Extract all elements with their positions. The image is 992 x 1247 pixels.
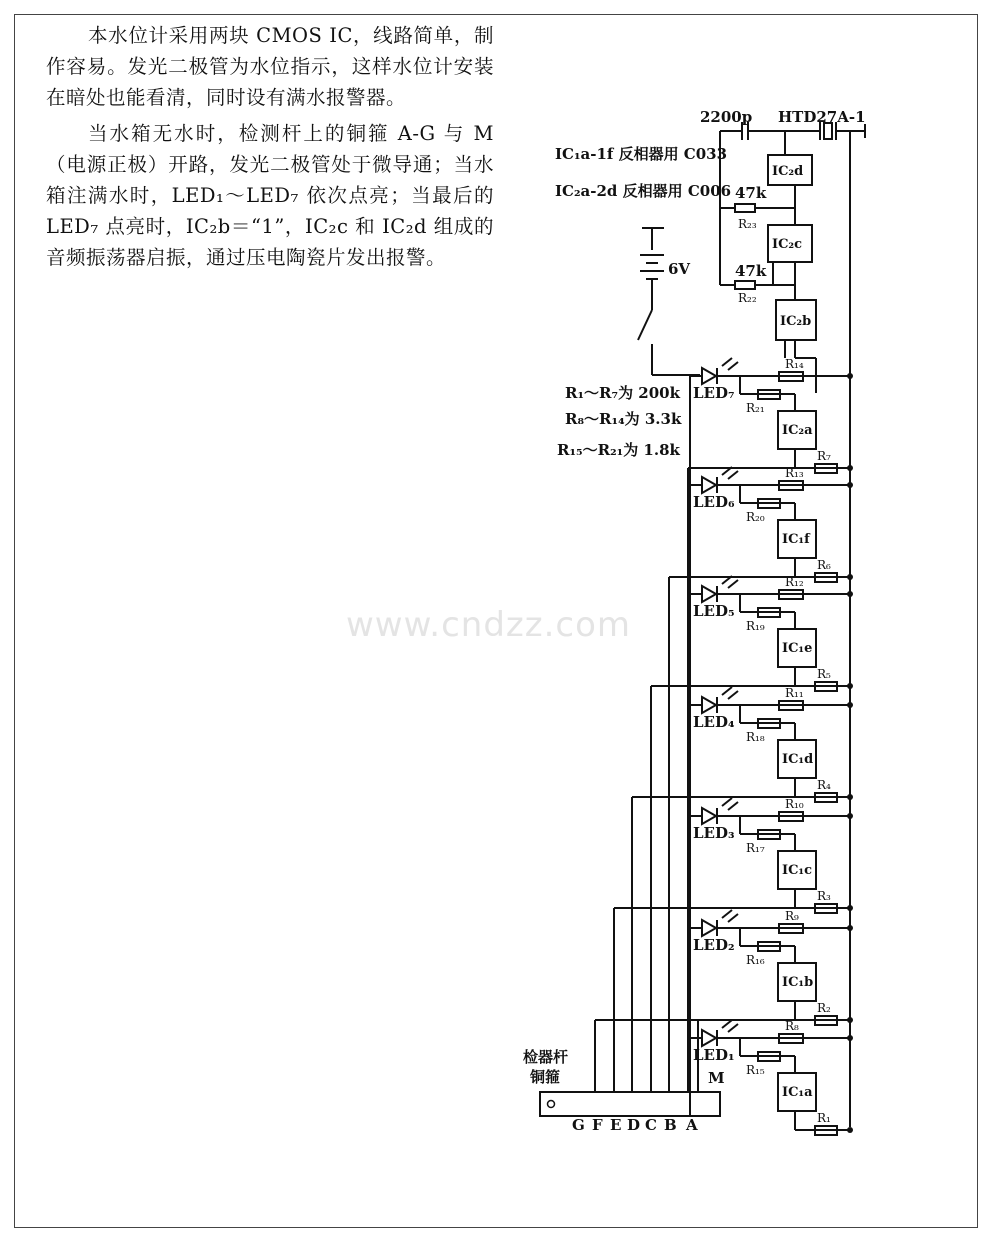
- stage-2-led-label: LED₂: [693, 936, 735, 954]
- stage-3-rmid-label: R₁₇: [746, 841, 765, 855]
- stage-6-rbot-label: R₆: [817, 558, 831, 572]
- stage-5-rtop-label: R₁₂: [785, 575, 804, 589]
- stage-5-ic-label: IC₁e: [782, 641, 813, 656]
- stage-1-rmid-label: R₁₅: [746, 1063, 765, 1077]
- ic-2c: IC₂c: [772, 237, 803, 252]
- stage-1-rbot-label: R₁: [817, 1111, 831, 1125]
- stage-4-led-label: LED₄: [693, 713, 735, 731]
- stage-7-rbot-label: R₇: [817, 449, 831, 463]
- stage-1-rail-dot: [847, 1035, 853, 1041]
- probe-wires: [595, 468, 795, 1092]
- stage-2-rbot-label: R₂: [817, 1001, 831, 1015]
- ring-C: C: [645, 1116, 657, 1134]
- stage-7-rmid-label: R₂₁: [746, 401, 765, 415]
- stage-3-led-ray2: [728, 802, 738, 810]
- resistor-47k-a: 47k: [735, 184, 767, 202]
- stage-1-ic-label: IC₁a: [782, 1085, 813, 1100]
- stage-2-rmid-label: R₁₆: [746, 953, 765, 967]
- stage-4-rbot-label: R₄: [817, 778, 831, 792]
- stage-4-rtop-label: R₁₁: [785, 686, 804, 700]
- r23-label: R₂₃: [738, 217, 757, 231]
- description-paragraph-2: 当水箱无水时，检测杆上的铜箍 A-G 与 M（电源正极）开路，发光二极管处于微导通；当水箱注满水时，LED₁～LED₇ 依次点亮；当最后的 LED₇ 点亮时，IC₂b＝“1”，IC₂c 和 IC₂d 组成的音频振荡器启振，通过压电陶瓷片发出报警。: [46, 122, 494, 269]
- stage-1-led-label: LED₁: [693, 1046, 735, 1064]
- stage-2-led-icon: [702, 920, 716, 936]
- stage-4-ic-label: IC₁d: [782, 752, 814, 767]
- stage-3-led-icon: [702, 808, 716, 824]
- stage-5-led-ray2: [728, 580, 738, 588]
- spec-r1-r7: R₁～R₇为 200k: [565, 384, 680, 402]
- stage-3-rail-dot2: [847, 905, 853, 911]
- ring-F: F: [592, 1116, 603, 1134]
- stage-1-led-icon: [702, 1030, 716, 1046]
- ic-2d: IC₂d: [772, 164, 804, 179]
- stage-7-led-icon: [702, 368, 716, 384]
- probe-subtitle: 铜箍: [530, 1068, 561, 1086]
- resistor-47k-b: 47k: [735, 262, 767, 280]
- description-paragraph-1: 本水位计采用两块 CMOS IC，线路简单，制作容易。发光二极管为水位指示，这样水位计安装在暗处也能看清，同时设有满水报警器。: [46, 24, 494, 109]
- stage-3-led-label: LED₃: [693, 824, 735, 842]
- stage-4-led-ray1: [722, 687, 732, 695]
- stage-4-led-icon: [702, 697, 716, 713]
- stage-3-ic-label: IC₁c: [782, 863, 813, 878]
- probe-title: 检器杆: [523, 1048, 569, 1066]
- stage-1-led-ray2: [728, 1024, 738, 1032]
- stage-6-led-icon: [702, 477, 716, 493]
- ring-B: B: [664, 1116, 677, 1134]
- ring-A: A: [686, 1116, 698, 1134]
- stage-1-rail-dot2: [847, 1127, 853, 1133]
- stage-5-led-icon: [702, 586, 716, 602]
- stage-5-rail-dot2: [847, 683, 853, 689]
- stage-2-rail-dot: [847, 925, 853, 931]
- stage-4-led-ray2: [728, 691, 738, 699]
- stage-7-led-ray1: [722, 358, 732, 366]
- stage-7-ic-label: IC₂a: [782, 423, 813, 438]
- stage-2-ic-label: IC₁b: [782, 975, 814, 990]
- stage-6-led-label: LED₆: [693, 493, 735, 511]
- stage-7-rail-dot2: [847, 465, 853, 471]
- watermark: www.cndzz.com: [346, 605, 632, 645]
- stage-6-rail-dot: [847, 482, 853, 488]
- m-label: M: [708, 1069, 725, 1087]
- stage-2-led-ray1: [722, 910, 732, 918]
- stage-5-rail-dot: [847, 591, 853, 597]
- stage-7-rtop-label: R₁₄: [785, 357, 804, 371]
- stage-6-led-ray2: [728, 471, 738, 479]
- stage-1-led-ray1: [722, 1020, 732, 1028]
- buzzer-label: HTD27A-1: [778, 108, 866, 126]
- ring-D: D: [627, 1116, 641, 1134]
- stage-6-rmid-label: R₂₀: [746, 510, 765, 524]
- stage-6-rail-dot2: [847, 574, 853, 580]
- stage-2-rail-dot2: [847, 1017, 853, 1023]
- ic-2b: IC₂b: [780, 314, 812, 329]
- stage-7-rail-dot: [847, 373, 853, 379]
- stage-4-rmid-label: R₁₈: [746, 730, 765, 744]
- stage-5-led-label: LED₅: [693, 602, 735, 620]
- stage-4-rail-dot: [847, 702, 853, 708]
- stage-3-rbot-label: R₃: [817, 889, 831, 903]
- ic2-note: IC₂a-2d 反相器用 C006: [555, 182, 732, 200]
- r22-label: R₂₂: [738, 291, 757, 305]
- stage-2-led-ray2: [728, 914, 738, 922]
- battery-label: 6V: [668, 260, 691, 278]
- ring-E: E: [610, 1116, 622, 1134]
- stage-3-rtop-label: R₁₀: [785, 797, 804, 811]
- ring-G: G: [572, 1116, 585, 1134]
- ic1-note: IC₁a-1f 反相器用 C033: [555, 145, 728, 163]
- stage-3-led-ray1: [722, 798, 732, 806]
- stage-1-rtop-label: R₈: [785, 1019, 799, 1033]
- spec-r15-r21: R₁₅～R₂₁为 1.8k: [557, 441, 680, 459]
- stage-2-rtop-label: R₉: [785, 909, 799, 923]
- capacitor-label: 2200p: [700, 108, 753, 126]
- stage-4-rail-dot2: [847, 794, 853, 800]
- stage-3-rail-dot: [847, 813, 853, 819]
- stage-5-rbot-label: R₅: [817, 667, 831, 681]
- stage-6-ic-label: IC₁f: [782, 532, 810, 547]
- stage-5-rmid-label: R₁₉: [746, 619, 765, 633]
- stage-7-led-label: LED₇: [693, 384, 735, 402]
- stage-6-rtop-label: R₁₃: [785, 466, 804, 480]
- spec-r8-r14: R₈～R₁₄为 3.3k: [565, 410, 682, 428]
- stage-7-led-ray2: [728, 362, 738, 370]
